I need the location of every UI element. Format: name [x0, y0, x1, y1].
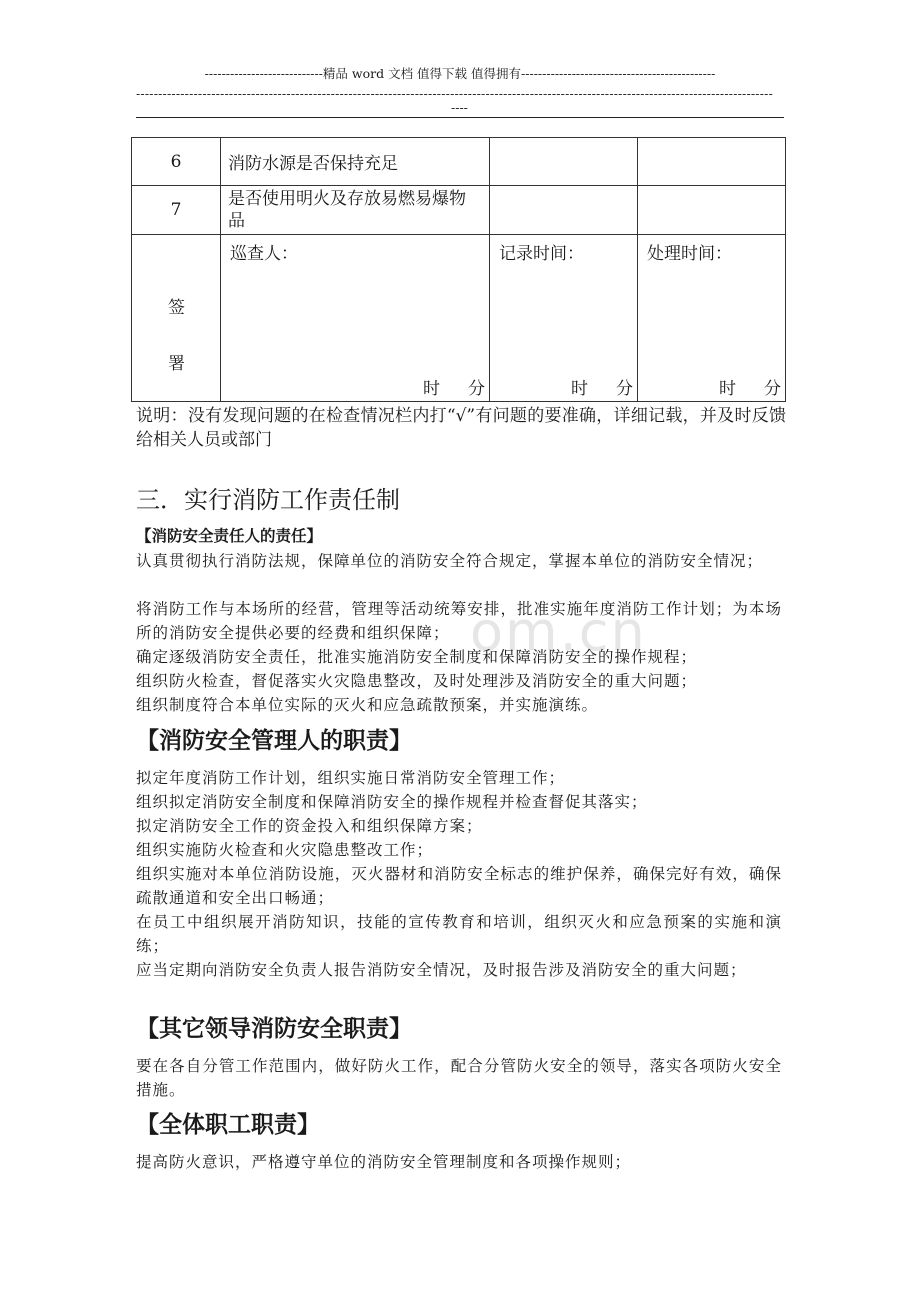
- inspector-label: 巡查人：: [230, 244, 298, 264]
- signature-row: [132, 235, 786, 402]
- paragraph: 应当定期向消防安全负责人报告消防安全情况，及时报告涉及消防安全的重大问题；: [136, 961, 747, 979]
- paragraph: 拟定消防安全工作的资金投入和组织保障方案；: [136, 817, 483, 835]
- signature-label-cell: [132, 235, 221, 402]
- responsible-heading: 【消防安全责任人的责任】: [136, 527, 323, 545]
- record-time-label: 记录时间：: [499, 244, 584, 264]
- paragraph: 组织实施防火检查和火灾隐患整改工作；: [136, 841, 434, 859]
- section-title: 三．实行消防工作责任制: [136, 486, 400, 514]
- table-note: 说明：没有发现问题的在检查情况栏内打“√”有问题的要准确，详细记载，并及时反馈给相关人员或部门: [136, 406, 786, 450]
- table-row: [132, 138, 786, 186]
- paragraph: 组织实施对本单位消防设施，灭火器材和消防安全标志的维护保养，确保完好有效，确保疏散通道和安全出口畅通；: [136, 865, 782, 907]
- paragraph: 组织制度符合本单位实际的灭火和应急疏散预案，并实施演练。: [136, 696, 599, 714]
- paragraph: 认真贯彻执行消防法规，保障单位的消防安全符合规定，掌握本单位的消防安全情况；: [136, 552, 764, 570]
- signature-label-top: 签: [168, 298, 185, 318]
- row-number: 6: [132, 138, 221, 186]
- inspection-table: [131, 137, 786, 402]
- dash-separator: ------------------------------------------------------------------------------------------------------------------------------------------------: [136, 86, 774, 101]
- paragraph: 拟定年度消防工作计划，组织实施日常消防安全管理工作；: [136, 769, 566, 787]
- check-handle-cell: [638, 186, 786, 235]
- handle-time-cell: [638, 235, 786, 402]
- manager-heading: 【消防安全管理人的职责】: [136, 728, 412, 754]
- all-staff-heading: 【全体职工职责】: [136, 1112, 320, 1138]
- paragraph: 要在各自分管工作范围内，做好防火工作，配合分管防火安全的领导，落实各项防火安全措施。: [136, 1057, 782, 1099]
- signature-label-bottom: 署: [168, 354, 185, 374]
- paragraph: 在员工中组织展开消防知识，技能的宣传教育和培训，组织灭火和应急预案的实施和演练；: [136, 913, 782, 955]
- handle-time-label: 处理时间：: [647, 244, 732, 264]
- document-banner: ----------------------------精品 word 文档 值得下载 值得拥有----------------------------------------------: [204, 66, 716, 81]
- check-item: 消防水源是否保持充足: [221, 138, 490, 186]
- paragraph: 提高防火意识，严格遵守单位的消防安全管理制度和各项操作规则；: [136, 1153, 632, 1171]
- watermark-text: om.cn: [470, 600, 647, 663]
- paragraph: 确定逐级消防安全责任，批准实施消防安全制度和保障消防安全的操作规程；: [136, 648, 698, 666]
- inspector-cell: [221, 235, 490, 402]
- check-status-cell: [490, 138, 638, 186]
- paragraph: 组织防火检查，督促落实火灾隐患整改，及时处理涉及消防安全的重大问题；: [136, 672, 698, 690]
- dash-separator-tail: ----: [451, 100, 468, 115]
- check-handle-cell: [638, 138, 786, 186]
- table-row: [132, 186, 786, 235]
- header-rule: [136, 117, 784, 118]
- record-time-value: 时 分: [571, 379, 633, 399]
- paragraph: 将消防工作与本场所的经营，管理等活动统筹安排，批准实施年度消防工作计划；为本场所的消防安全提供必要的经费和组织保障；: [136, 600, 782, 642]
- other-leaders-heading: 【其它领导消防安全职责】: [136, 1016, 412, 1042]
- check-status-cell: [490, 186, 638, 235]
- inspector-time: 时 分: [423, 379, 485, 399]
- handle-time-value: 时 分: [719, 379, 781, 399]
- row-number: 7: [132, 186, 221, 235]
- check-item: 是否使用明火及存放易燃易爆物品: [221, 186, 490, 235]
- paragraph: 组织拟定消防安全制度和保障消防安全的操作规程并检查督促其落实；: [136, 793, 648, 811]
- record-time-cell: [490, 235, 638, 402]
